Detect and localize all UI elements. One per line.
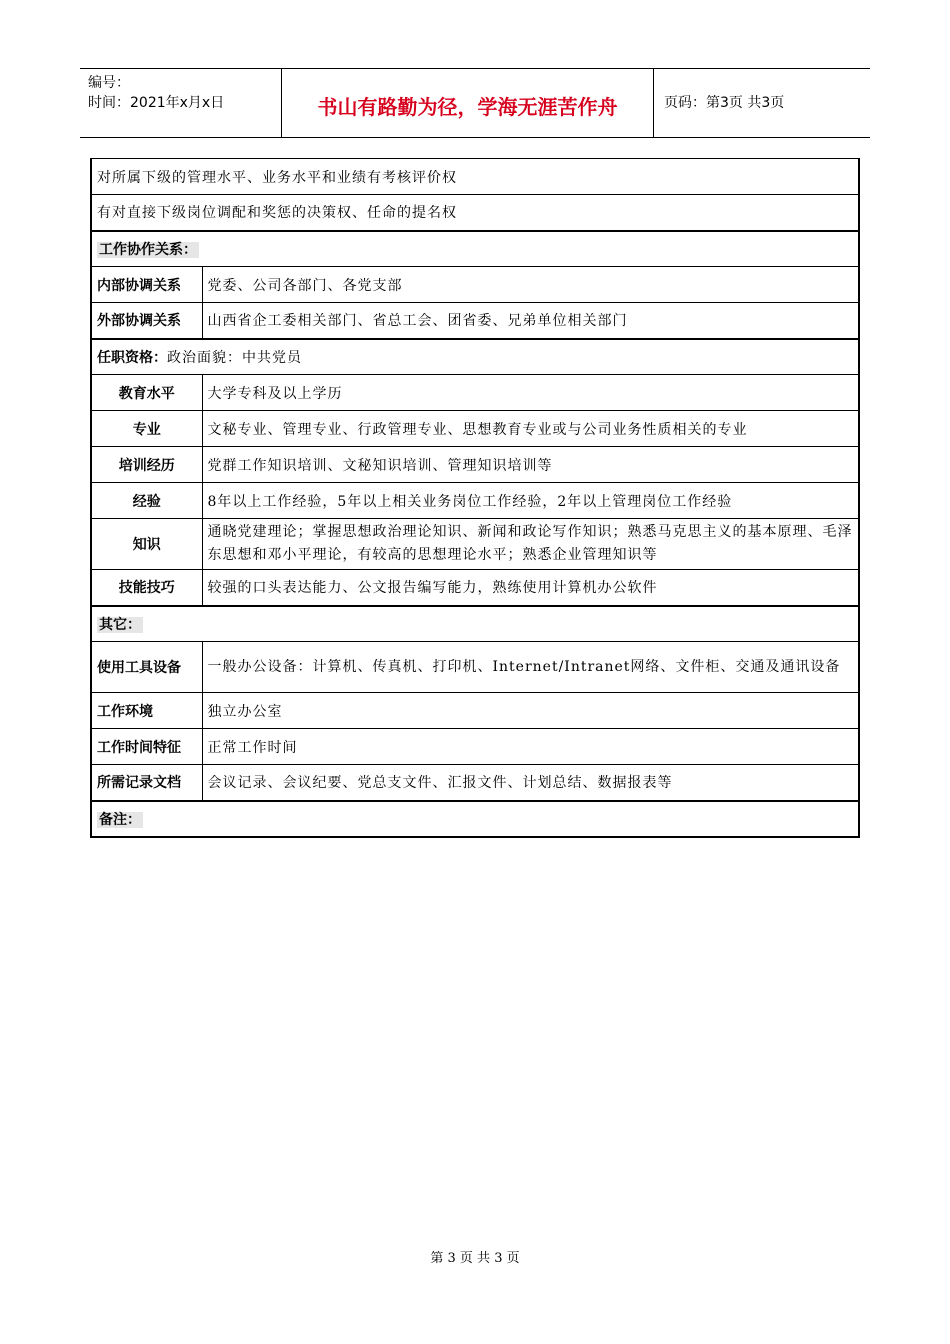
table-row bbox=[91, 195, 859, 231]
section-title: 任职资格： bbox=[97, 349, 167, 366]
table-row bbox=[91, 606, 859, 642]
section-notes bbox=[91, 801, 859, 837]
page-footer: 第 3 页 共 3 页 bbox=[430, 1251, 520, 1266]
row-value: 文秘专业、管理专业、行政管理专业、思想教育专业或与公司业务性质相关的专业 bbox=[202, 411, 859, 447]
row-value: 通晓党建理论；掌握思想政治理论知识、新闻和政论写作知识；熟悉马克思主义的基本原理、毛泽东思想和邓小平理论，有较高的思想理论水平；熟悉企业管理知识等 bbox=[202, 519, 859, 570]
row-value: 会议记录、会议纪要、党总支文件、汇报文件、计划总结、数据报表等 bbox=[202, 765, 859, 801]
authority-2: 有对直接下级岗位调配和奖惩的决策权、任命的提名权 bbox=[91, 195, 859, 231]
table-row bbox=[91, 642, 859, 693]
row-value: 较强的口头表达能力、公文报告编写能力，熟练使用计算机办公软件 bbox=[202, 570, 859, 606]
section-qualification bbox=[91, 339, 859, 375]
table-row bbox=[91, 483, 859, 519]
table-row bbox=[91, 339, 859, 375]
section-other bbox=[91, 606, 859, 642]
row-label: 工作时间特征 bbox=[91, 729, 202, 765]
table-row bbox=[91, 519, 859, 570]
table-row bbox=[91, 447, 859, 483]
table-row bbox=[91, 411, 859, 447]
row-value: 山西省企工委相关部门、省总工会、团省委、兄弟单位相关部门 bbox=[202, 303, 859, 339]
section-title: 工作协作关系： bbox=[99, 241, 197, 258]
row-value: 大学专科及以上学历 bbox=[202, 375, 859, 411]
job-description-table bbox=[90, 158, 860, 838]
page-header bbox=[80, 68, 870, 138]
row-label: 使用工具设备 bbox=[91, 642, 202, 693]
row-label: 工作环境 bbox=[91, 693, 202, 729]
table-row bbox=[91, 765, 859, 801]
row-value: 党群工作知识培训、文秘知识培训、管理知识培训等 bbox=[202, 447, 859, 483]
row-label: 教育水平 bbox=[91, 375, 202, 411]
header-meta bbox=[80, 69, 282, 137]
row-label: 技能技巧 bbox=[91, 570, 202, 606]
row-value: 正常工作时间 bbox=[202, 729, 859, 765]
row-label: 内部协调关系 bbox=[91, 267, 202, 303]
header-motto: 书山有路勤为径，学海无涯苦作舟 bbox=[282, 69, 654, 137]
political-status: 政治面貌：中共党员 bbox=[167, 349, 302, 366]
header-number: 编号： bbox=[88, 75, 130, 91]
table-row bbox=[91, 693, 859, 729]
header-date: 时间：2021年x月x日 bbox=[88, 95, 225, 111]
row-label: 外部协调关系 bbox=[91, 303, 202, 339]
table-row bbox=[91, 375, 859, 411]
authority-1: 对所属下级的管理水平、业务水平和业绩有考核评价权 bbox=[91, 159, 859, 195]
row-value: 党委、公司各部门、各党支部 bbox=[202, 267, 859, 303]
table-row bbox=[91, 231, 859, 267]
row-value: 一般办公设备：计算机、传真机、打印机、Internet/Intranet网络、文件柜、交通及通讯设备 bbox=[202, 642, 859, 693]
table-row bbox=[91, 801, 859, 837]
table-row bbox=[91, 159, 859, 195]
row-label: 培训经历 bbox=[91, 447, 202, 483]
row-label: 专业 bbox=[91, 411, 202, 447]
table-row bbox=[91, 729, 859, 765]
row-label: 所需记录文档 bbox=[91, 765, 202, 801]
row-value: 独立办公室 bbox=[202, 693, 859, 729]
table-row bbox=[91, 570, 859, 606]
header-page: 页码：第3页 共3页 bbox=[664, 95, 785, 111]
table-row bbox=[91, 267, 859, 303]
section-title: 其它： bbox=[99, 616, 141, 633]
row-label: 知识 bbox=[91, 519, 202, 570]
section-title: 备注： bbox=[99, 811, 141, 828]
row-value: 8年以上工作经验，5年以上相关业务岗位工作经验，2年以上管理岗位工作经验 bbox=[202, 483, 859, 519]
table-row bbox=[91, 303, 859, 339]
section-cooperation bbox=[91, 231, 859, 267]
row-label: 经验 bbox=[91, 483, 202, 519]
